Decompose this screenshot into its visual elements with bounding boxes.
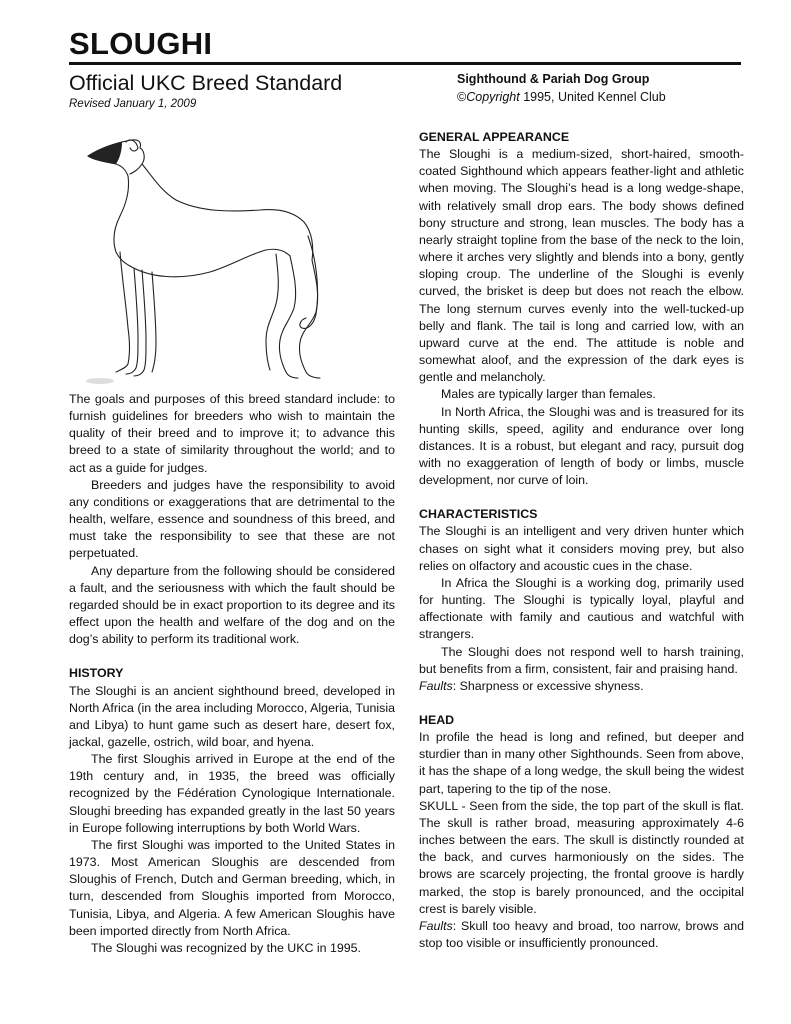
- intro-paragraph-1: The goals and purposes of this breed standard include: to furnish guidelines for breeders who wish to maintain the quality of their breed and to improve it; to advance this breed to a state of similarity throughout the world; and to act as a guide for judges.: [69, 392, 395, 475]
- general-paragraph-2: Males are typically larger than females.: [441, 387, 656, 402]
- faults-label: Faults: [419, 678, 453, 693]
- skull-paragraph: SKULL - Seen from the side, the top part of the skull is flat. The skull is rather broad, measuring approximately 4-6 inches between the ears. The skull is distinctly rounded at the back, and curves harmoniously on the sides. The brows are scarcely projecting, the frontal groove is hardly marked, the stop is barely pronounced, and the occipital crest is barely visible.: [419, 798, 744, 916]
- dog-muzzle-shading: [88, 142, 122, 164]
- section-gap: [419, 489, 744, 506]
- history-paragraph-1: The Sloughi is an ancient sighthound breed, developed in North Africa (in the area including Morocco, Algeria, Tunisia and Libya) to hunt game such as desert hare, desert fox, jackal, gazelle, ostrich, wild boar, and hyena.: [69, 683, 395, 749]
- skull-faults: [419, 918, 744, 952]
- characteristics-paragraph-1: The Sloughi is an intelligent and very driven hunter which chases on sight what it considers moving prey, but also relies on olfactory and acoustic cues in the chase.: [419, 524, 744, 573]
- breed-title: SLOUGHI: [69, 26, 213, 61]
- history-heading: HISTORY: [69, 666, 124, 681]
- faults-text: : Sharpness or excessive shyness.: [452, 678, 644, 693]
- title-divider: [69, 62, 741, 65]
- intro-paragraph-3: Any departure from the following should be considered a fault, and the seriousness with which the fault should be regarded should be in exact proportion to its degree and its effect upon the health and welfare of the dog and on the dog’s ability to perform its traditional work.: [69, 563, 395, 647]
- history-paragraph-2: The first Sloughis arrived in Europe at the end of the 19th century and, in 1935, the breed was officially recognized by the Fédération Cynologique Internationale. Sloughi breeding has expanded greatly in the last 50 years in Europe following interruptions by both World Wars.: [69, 752, 395, 835]
- copyright-word: Copyright: [466, 90, 520, 104]
- general-paragraph-1: The Sloughi is a medium-sized, short-haired, smooth-coated Sighthound which appears feather-light and athletic when moving. The Sloughi’s head is a long wedge-shape, with relatively small drop ears. The body shows defined bony structure and strong, lean muscles. The body has a nearly straight topline from the base of the neck to the loin, where it arches very slightly and blends into a bony, gently sloping croup. The underline of the Sloughi is evenly curved, the brisket is deep but does not reach the elbow. The long sternum curves evenly into the well-tucked-up belly and flank. The tail is long and carried low, with an upward curve at the end. The attitude is noble and somewhat aloof, and the expression of the dark eyes is gentle and melancholy.: [419, 147, 744, 385]
- right-column: [419, 129, 744, 952]
- ground-shadow: [86, 378, 114, 384]
- faults-label: Faults: [419, 918, 453, 933]
- dog-topline: [142, 164, 313, 260]
- copyright-text: 1995, United Kennel Club: [519, 90, 666, 104]
- history-paragraph-3: The first Sloughi was imported to the United States in 1973. Most American Sloughis are descended from Sloughis of French, Dutch and German breeding, which, in turn, descended from Sloughis imported from Morocco, Tunisia, Libya, and Algeria. A few American Sloughis have been imported directly from North Africa.: [69, 837, 395, 938]
- intro-paragraph-2: Breeders and judges have the responsibility to avoid any conditions or exaggerations that are detrimental to the health, welfare, essence and soundness of this breed, and must take the responsibility to see that these are not perpetuated.: [69, 477, 395, 561]
- sloughi-illustration: [80, 128, 380, 388]
- characteristics-paragraph-3: The Sloughi does not respond well to harsh training, but benefits from a firm, consistent, fair and praising hand.: [419, 644, 744, 676]
- head-paragraph-1: In profile the head is long and refined, but deeper and sturdier than in many other Sighthounds. Seen from above, it has the shape of a long wedge, the skull being the widest part, tapering to the tip of the nose.: [419, 730, 744, 796]
- revision-date: Revised January 1, 2009: [69, 98, 197, 110]
- copyright-line: [457, 88, 666, 106]
- section-gap: [419, 695, 744, 712]
- dog-front-leg: [116, 252, 130, 372]
- characteristics-paragraph-2: In Africa the Sloughi is a working dog, primarily used for hunting. The Sloughi is typically loyal, playful and affectionate with family and cautious and watchful with strangers.: [419, 575, 744, 642]
- characteristics-faults: [419, 678, 744, 695]
- general-paragraph-3: In North Africa, the Sloughi was and is treasured for its hunting skills, speed, agility and endurance over long distances. It is a robust, but elegant and racy, pursuit dog with no exaggeration of length of body or limbs, muscle development, nor curve of loin.: [419, 404, 744, 488]
- characteristics-heading: CHARACTERISTICS: [419, 507, 538, 522]
- history-paragraph-4: The Sloughi was recognized by the UKC in 1995.: [91, 940, 361, 955]
- section-gap: [69, 648, 395, 665]
- dog-underline: [130, 249, 290, 277]
- group-info: [457, 70, 666, 106]
- left-column: [69, 391, 395, 957]
- general-appearance-heading: GENERAL APPEARANCE: [419, 130, 570, 144]
- faults-text: : Skull too heavy and broad, too narrow, brows and stop too visible or insufficiently pronounced.: [419, 918, 744, 951]
- dog-ear: [126, 140, 138, 151]
- head-heading: HEAD: [419, 713, 455, 727]
- group-name: Sighthound & Pariah Dog Group: [457, 72, 650, 86]
- standard-subtitle: Official UKC Breed Standard: [69, 71, 343, 95]
- copyright-symbol: ©: [457, 90, 467, 104]
- dog-neck-front: [114, 176, 130, 266]
